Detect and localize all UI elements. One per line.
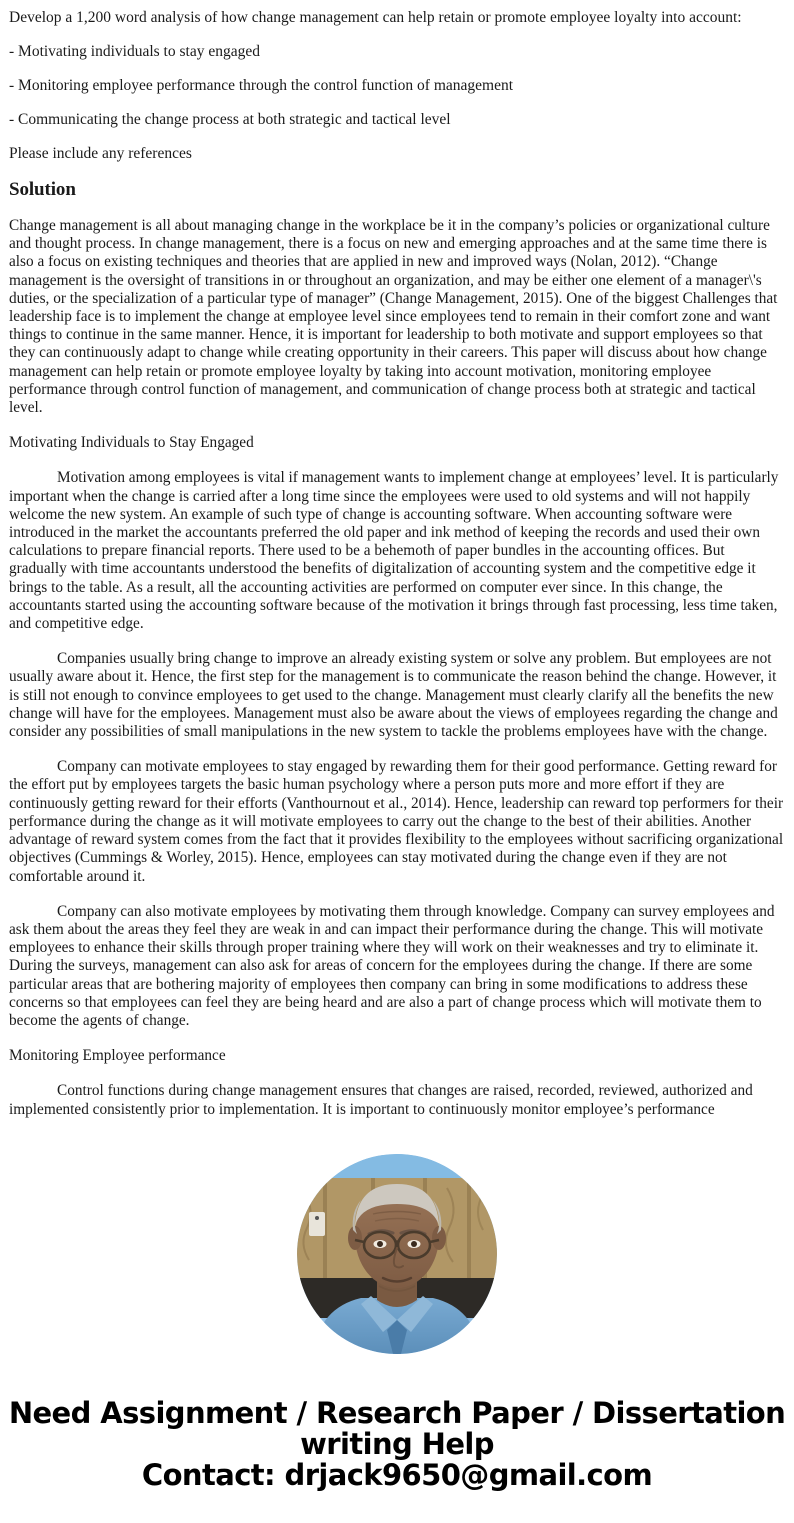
solution-heading: Solution xyxy=(9,179,76,200)
prompt-closing: Please include any references xyxy=(9,145,192,162)
paragraph-control-functions: Control functions during change management ensures that changes are raised, recorded, reviewed, authorized and implemented consistently prior to implementation. It is important to continuously monitor employee’s performance xyxy=(9,1082,753,1118)
prompt-bullet-monitoring: - Monitoring employee performance through the control function of management xyxy=(9,77,514,94)
footer-line-writing-help: writing Help xyxy=(300,1427,494,1461)
prompt-bullet-motivating: - Motivating individuals to stay engaged xyxy=(9,43,260,60)
prompt-bullet-communicating: - Communicating the change process at both strategic and tactical level xyxy=(9,111,451,128)
section-heading-motivating-individuals: Motivating Individuals to Stay Engaged xyxy=(9,434,254,452)
avatar xyxy=(297,1154,497,1354)
prompt-intro: Develop a 1,200 word analysis of how change management can help retain or promote employee loyalty into account: xyxy=(9,9,742,26)
footer-line-contact-email: Contact: drjack9650@gmail.com xyxy=(141,1458,653,1492)
paragraph-communicate-reason: Companies usually bring change to improve an already existing system or solve any problem. But employees are not usually aware about it. Hence, the first step for the management is to communicate the reason behind the change. However, it is still not enough to convince employees to get used to the change. Management must clearly clarify all the benefits the new change will have for the employees. Management must also be aware about the views of employees regarding the change and consider any possibilities of small manipulations in the new system to tackle the problems employees have with the change. xyxy=(9,650,778,741)
paragraph-motivation-accounting-software: Motivation among employees is vital if management wants to implement change at employees’ level. It is particularly important when the change is carried after a long time since the employees were used to old systems and will not happily welcome the new system. An example of such type of change is accounting software. When accounting software were introduced in the market the accountants preferred the old paper and ink method of keeping the records and used their own calculations to prepare financial reports. There used to be a behemoth of paper bundles in the accounting offices. But gradually with time accountants understood the benefits of digitalization of accounting system and the competitive edge it brings to the table. As a result, all the accounting activities are performed on computer ever since. In this change, the accountants started using the accounting software because of the motivation it brings through fast processing, less time taken, and competitive edge. xyxy=(9,469,779,633)
paragraph-reward-system: Company can motivate employees to stay engaged by rewarding them for their good performance. Getting reward for the effort put by employees targets the basic human psychology where a person puts more and more effort if they are continuously getting reward for their efforts (Vanthournout et al., 2014). Hence, leadership can reward top performers for their performance during the change as it will motivate employees to carry out the change to the best of their abilities. Another advantage of reward system comes from the fact that it provides flexibility to the employees without sacrificing organizational objectives (Cummings & Worley, 2015). Hence, employees can stay motivated during the change even if they are not comfortable around it. xyxy=(9,758,784,885)
paragraph-knowledge-surveys: Company can also motivate employees by motivating them through knowledge. Company can survey employees and ask them about the areas they feel they are weak in and can impact their performance during the change. This will motivate employees to enhance their skills through proper training where they will work on their weaknesses and try to eliminate it. During the surveys, management can also ask for areas of concern for the employees during the change. If there are some particular areas that are bothering majority of employees then company can bring in some modifications to address these concerns so that employees can feel they are being heard and are also a part of change process which will motivate them to become the agents of change. xyxy=(9,902,775,1029)
footer-advertisement xyxy=(0,1398,794,1490)
section-heading-monitoring-employee-performance: Monitoring Employee performance xyxy=(9,1047,226,1065)
profile-photo-illustration xyxy=(297,1154,497,1354)
paragraph-intro: Change management is all about managing change in the workplace be it in the company’s policies or organizational culture and thought process. In change management, there is a focus on new and emerging approaches and at the same time there is also a focus on existing techniques and theories that are applied in new and improved ways (Nolan, 2012). “Change management is the oversight of transitions in or throughout an organization, and may be either one element of a manager\'s duties, or the specialization of a particular type of manager” (Change Management, 2015). One of the biggest Challenges that leadership face is to implement the change at employee level since employees tend to remain in their comfort zone and want things to continue in the same manner. Hence, it is important for leadership to both motivate and support employees so that they can continuously adapt to change while creating opportunity in their careers. This paper will discuss about how change management can help retain or promote employee loyalty by taking into account motivation, monitoring employee performance through control function of management, and communication of change process both at strategic and tactical level. xyxy=(9,217,778,417)
footer-line-services: Need Assignment / Research Paper / Dissertation xyxy=(8,1396,786,1430)
avatar-container xyxy=(0,1153,794,1355)
